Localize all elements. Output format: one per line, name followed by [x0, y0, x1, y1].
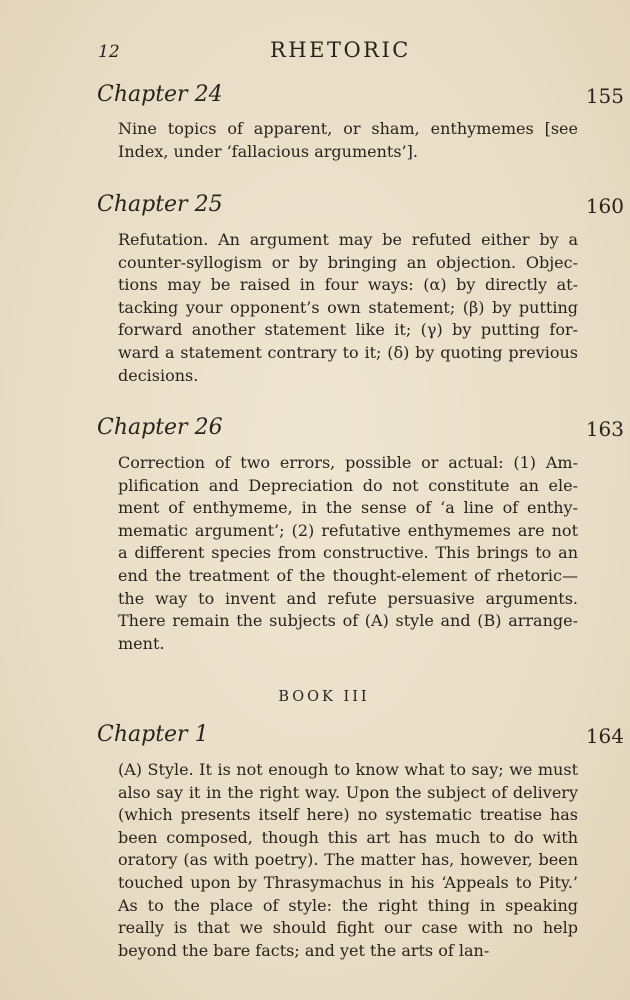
chapter-section — [0, 415, 630, 449]
page-number: 12 — [98, 42, 120, 62]
chapter-title: Chapter 26 — [97, 415, 223, 440]
chapter-section — [0, 82, 630, 116]
chapter-summary: Nine topics of apparent, or sham, enthymemes [see Index, under ‘fallacious arguments’]. — [118, 119, 578, 161]
chapter-summary: Refutation. An argument may be refuted either by a counter-syllogism or by bringing an objection. Objections may be raised in four ways: (α) by directly attacking your opponent’s own statement; (β) by putting forward another statement like it; (γ) by putting forward a statement contrary to it; (δ) by quoting previous decisions. — [118, 230, 578, 385]
chapter-heading — [0, 722, 630, 756]
chapter-section — [0, 192, 630, 226]
chapter-heading — [0, 82, 630, 116]
chapter-summary: (A) Style. It is not enough to know what to say; we must also say it in the right way. Upon the subject of delivery (which presents itself here) no systematic treatise has been composed, though this art has much to do with oratory (as with poetry). The matter has, however, been touched upon by Thrasymachus in his ‘Appeals to Pity.’ As to the place of style: the right thing in speaking really is that we should fight our case with no help beyond the bare facts; and yet the arts of lan- — [118, 760, 578, 960]
chapter-heading — [0, 192, 630, 226]
chapter-summary: Correction of two errors, possible or actual: (1) Amplification and Depreciation do not constitute an element of enthymeme, in the sense of ‘a line of enthymematic argument’; (2) refutative enthymemes are not a different species from constructive. This brings to an end the treatment of the thought-element of rhetoric— the way to invent and refute persuasive arguments. There remain the subjects of (A) style and (B) arrangement. — [118, 453, 578, 653]
chapter-page-ref: 155 — [585, 84, 624, 108]
chapter-title: Chapter 25 — [97, 192, 223, 217]
chapter-title: Chapter 1 — [97, 722, 209, 747]
running-title: RHETORIC — [270, 38, 411, 62]
chapter-section — [0, 722, 630, 756]
book-heading: BOOK III — [278, 689, 370, 705]
chapter-page-ref: 163 — [585, 417, 624, 441]
chapter-title: Chapter 24 — [97, 82, 223, 107]
chapter-page-ref: 164 — [585, 724, 624, 748]
running-head — [0, 38, 630, 64]
chapter-page-ref: 160 — [585, 194, 624, 218]
chapter-heading — [0, 415, 630, 449]
